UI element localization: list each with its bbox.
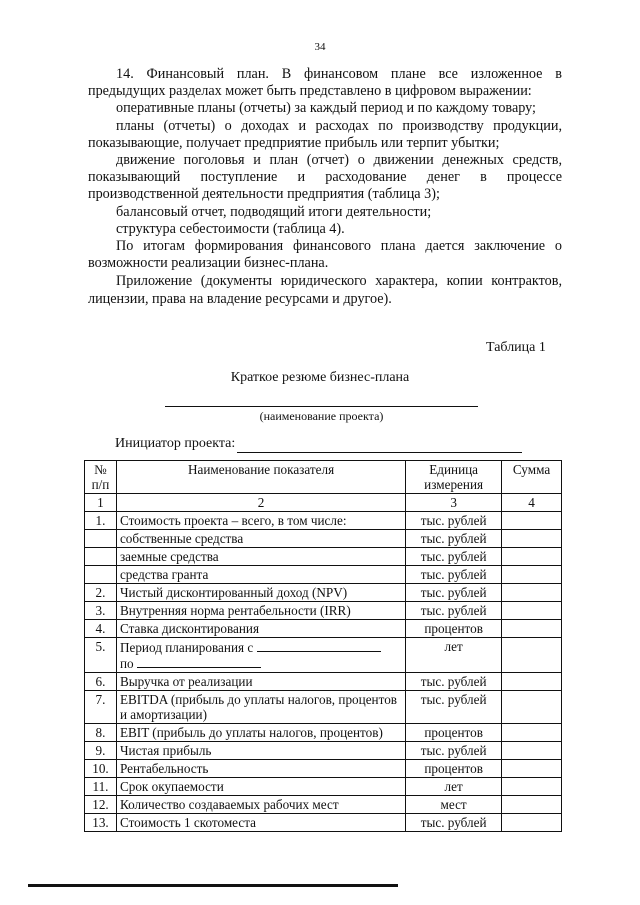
row-indicator: Количество создаваемых рабочих мест — [116, 796, 405, 814]
body-text — [88, 66, 562, 308]
table-row — [85, 796, 562, 814]
project-name-caption: (наименование проекта) — [259, 409, 384, 423]
row-indicator-period — [116, 638, 405, 673]
paragraph-balance: балансовый отчет, подводящий итоги деятельности; — [116, 203, 432, 220]
row-indicator: Стоимость проекта – всего, в том числе: — [116, 512, 405, 530]
row-indicator: Ставка дисконтирования — [116, 620, 405, 638]
table-reference: Таблица 1 — [486, 340, 546, 355]
row-num — [85, 566, 117, 584]
row-sum-cell[interactable] — [502, 814, 562, 832]
period-to-blank[interactable] — [137, 655, 261, 668]
row-unit: тыс. рублей — [406, 602, 502, 620]
row-indicator: собственные средства — [116, 530, 405, 548]
table-row — [85, 724, 562, 742]
row-indicator: Чистая прибыль — [116, 742, 405, 760]
row-num: 3. — [85, 602, 117, 620]
row-sum-cell[interactable] — [502, 548, 562, 566]
row-sum-cell[interactable] — [502, 796, 562, 814]
row-sum-cell[interactable] — [502, 620, 562, 638]
row-sum-cell[interactable] — [502, 742, 562, 760]
row-indicator: EBIT (прибыль до уплаты налогов, процентов) — [116, 724, 405, 742]
bottom-scan-bar — [28, 884, 398, 887]
row-num: 7. — [85, 691, 117, 724]
row-indicator: Рентабельность — [116, 760, 405, 778]
row-indicator: EBITDA (прибыль до уплаты налогов, процентов и амортизации) — [116, 691, 405, 724]
row-unit: мест — [406, 796, 502, 814]
row-unit: тыс. рублей — [406, 530, 502, 548]
table-row — [85, 530, 562, 548]
row-num: 9. — [85, 742, 117, 760]
row-num: 12. — [85, 796, 117, 814]
period-from-label: Период планирования с — [119, 640, 254, 655]
paragraph-conclusion: По итогам формирования финансового плана дается заключение о возможности реализации бизнес-плана. — [88, 238, 562, 272]
table-header-row — [85, 461, 562, 494]
row-sum-cell[interactable] — [502, 512, 562, 530]
row-unit: тыс. рублей — [406, 814, 502, 832]
row-num: 2. — [85, 584, 117, 602]
table-row — [85, 760, 562, 778]
table-row — [85, 638, 562, 673]
paragraph-appendix: Приложение (документы юридического характера, копии контрактов, лицензии, права на владение ресурсами и другое). — [88, 273, 562, 307]
row-num: 4. — [85, 620, 117, 638]
row-sum-cell[interactable] — [502, 566, 562, 584]
row-num: 1. — [85, 512, 117, 530]
table-row — [85, 548, 562, 566]
header-sum: Сумма — [502, 461, 562, 494]
header-unit: Единица измерения — [406, 461, 502, 494]
row-unit: тыс. рублей — [406, 512, 502, 530]
table-row — [85, 602, 562, 620]
table-row — [85, 584, 562, 602]
period-to-label: по — [119, 656, 134, 671]
row-unit: процентов — [406, 724, 502, 742]
row-indicator: Стоимость 1 скотоместа — [116, 814, 405, 832]
business-plan-summary-table — [84, 460, 562, 832]
row-unit: процентов — [406, 620, 502, 638]
row-unit: тыс. рублей — [406, 584, 502, 602]
resume-title: Краткое резюме бизнес-плана — [230, 370, 410, 385]
index-cell: 2 — [116, 494, 405, 512]
table-row — [85, 778, 562, 796]
table-row — [85, 512, 562, 530]
paragraph-cash-flow: движение поголовья и план (отчет) о движении денежных средств, показывающий поступление и расходование денег в процессе производственной деятельности предприятия (таблица 3); — [88, 152, 562, 203]
row-indicator: заемные средства — [116, 548, 405, 566]
paragraph-operative-plans: оперативные планы (отчеты) за каждый период и по каждому товару; — [116, 100, 536, 117]
row-sum-cell[interactable] — [502, 724, 562, 742]
table-index-row — [85, 494, 562, 512]
table-row — [85, 814, 562, 832]
page-number: 34 — [314, 41, 326, 53]
row-num: 6. — [85, 673, 117, 691]
period-from-blank[interactable] — [257, 639, 381, 652]
row-sum-cell[interactable] — [502, 638, 562, 673]
row-num — [85, 548, 117, 566]
row-num: 13. — [85, 814, 117, 832]
row-unit: процентов — [406, 760, 502, 778]
row-num: 5. — [85, 638, 117, 673]
paragraph-cost-structure: структура себестоимости (таблица 4). — [116, 220, 345, 237]
row-unit: тыс. рублей — [406, 566, 502, 584]
row-indicator: Чистый дисконтированный доход (NPV) — [116, 584, 405, 602]
index-cell: 1 — [85, 494, 117, 512]
table-row — [85, 673, 562, 691]
paragraph-financial-plan: 14. Финансовый план. В финансовом плане все изложенное в предыдущих разделах может быть представлено в цифровом выражении: — [88, 66, 562, 100]
header-name: Наименование показателя — [116, 461, 405, 494]
table-row — [85, 742, 562, 760]
row-sum-cell[interactable] — [502, 673, 562, 691]
row-sum-cell[interactable] — [502, 691, 562, 724]
row-num: 11. — [85, 778, 117, 796]
initiator-label: Инициатор проекта: — [115, 436, 236, 451]
table-row — [85, 691, 562, 724]
paragraph-income-plans: планы (отчеты) о доходах и расходах по производству продукции, показывающие, получает предприятие прибыль или терпит убытки; — [88, 117, 562, 151]
table-row — [85, 620, 562, 638]
index-cell: 4 — [502, 494, 562, 512]
row-unit: тыс. рублей — [406, 673, 502, 691]
initiator-blank — [237, 452, 522, 453]
row-indicator: Выручка от реализации — [116, 673, 405, 691]
row-num: 10. — [85, 760, 117, 778]
row-unit: тыс. рублей — [406, 742, 502, 760]
row-num: 8. — [85, 724, 117, 742]
row-unit: тыс. рублей — [406, 691, 502, 724]
row-unit: лет — [406, 778, 502, 796]
row-sum-cell[interactable] — [502, 584, 562, 602]
row-sum-cell[interactable] — [502, 530, 562, 548]
index-cell: 3 — [406, 494, 502, 512]
row-sum-cell[interactable] — [502, 778, 562, 796]
table-row — [85, 566, 562, 584]
row-indicator: средства гранта — [116, 566, 405, 584]
row-sum-cell[interactable] — [502, 760, 562, 778]
row-indicator: Внутренняя норма рентабельности (IRR) — [116, 602, 405, 620]
header-num: № п/п — [85, 461, 117, 494]
project-name-blank — [165, 406, 478, 407]
row-unit: тыс. рублей — [406, 548, 502, 566]
row-num — [85, 530, 117, 548]
row-unit: лет — [406, 638, 502, 673]
row-sum-cell[interactable] — [502, 602, 562, 620]
row-indicator: Срок окупаемости — [116, 778, 405, 796]
